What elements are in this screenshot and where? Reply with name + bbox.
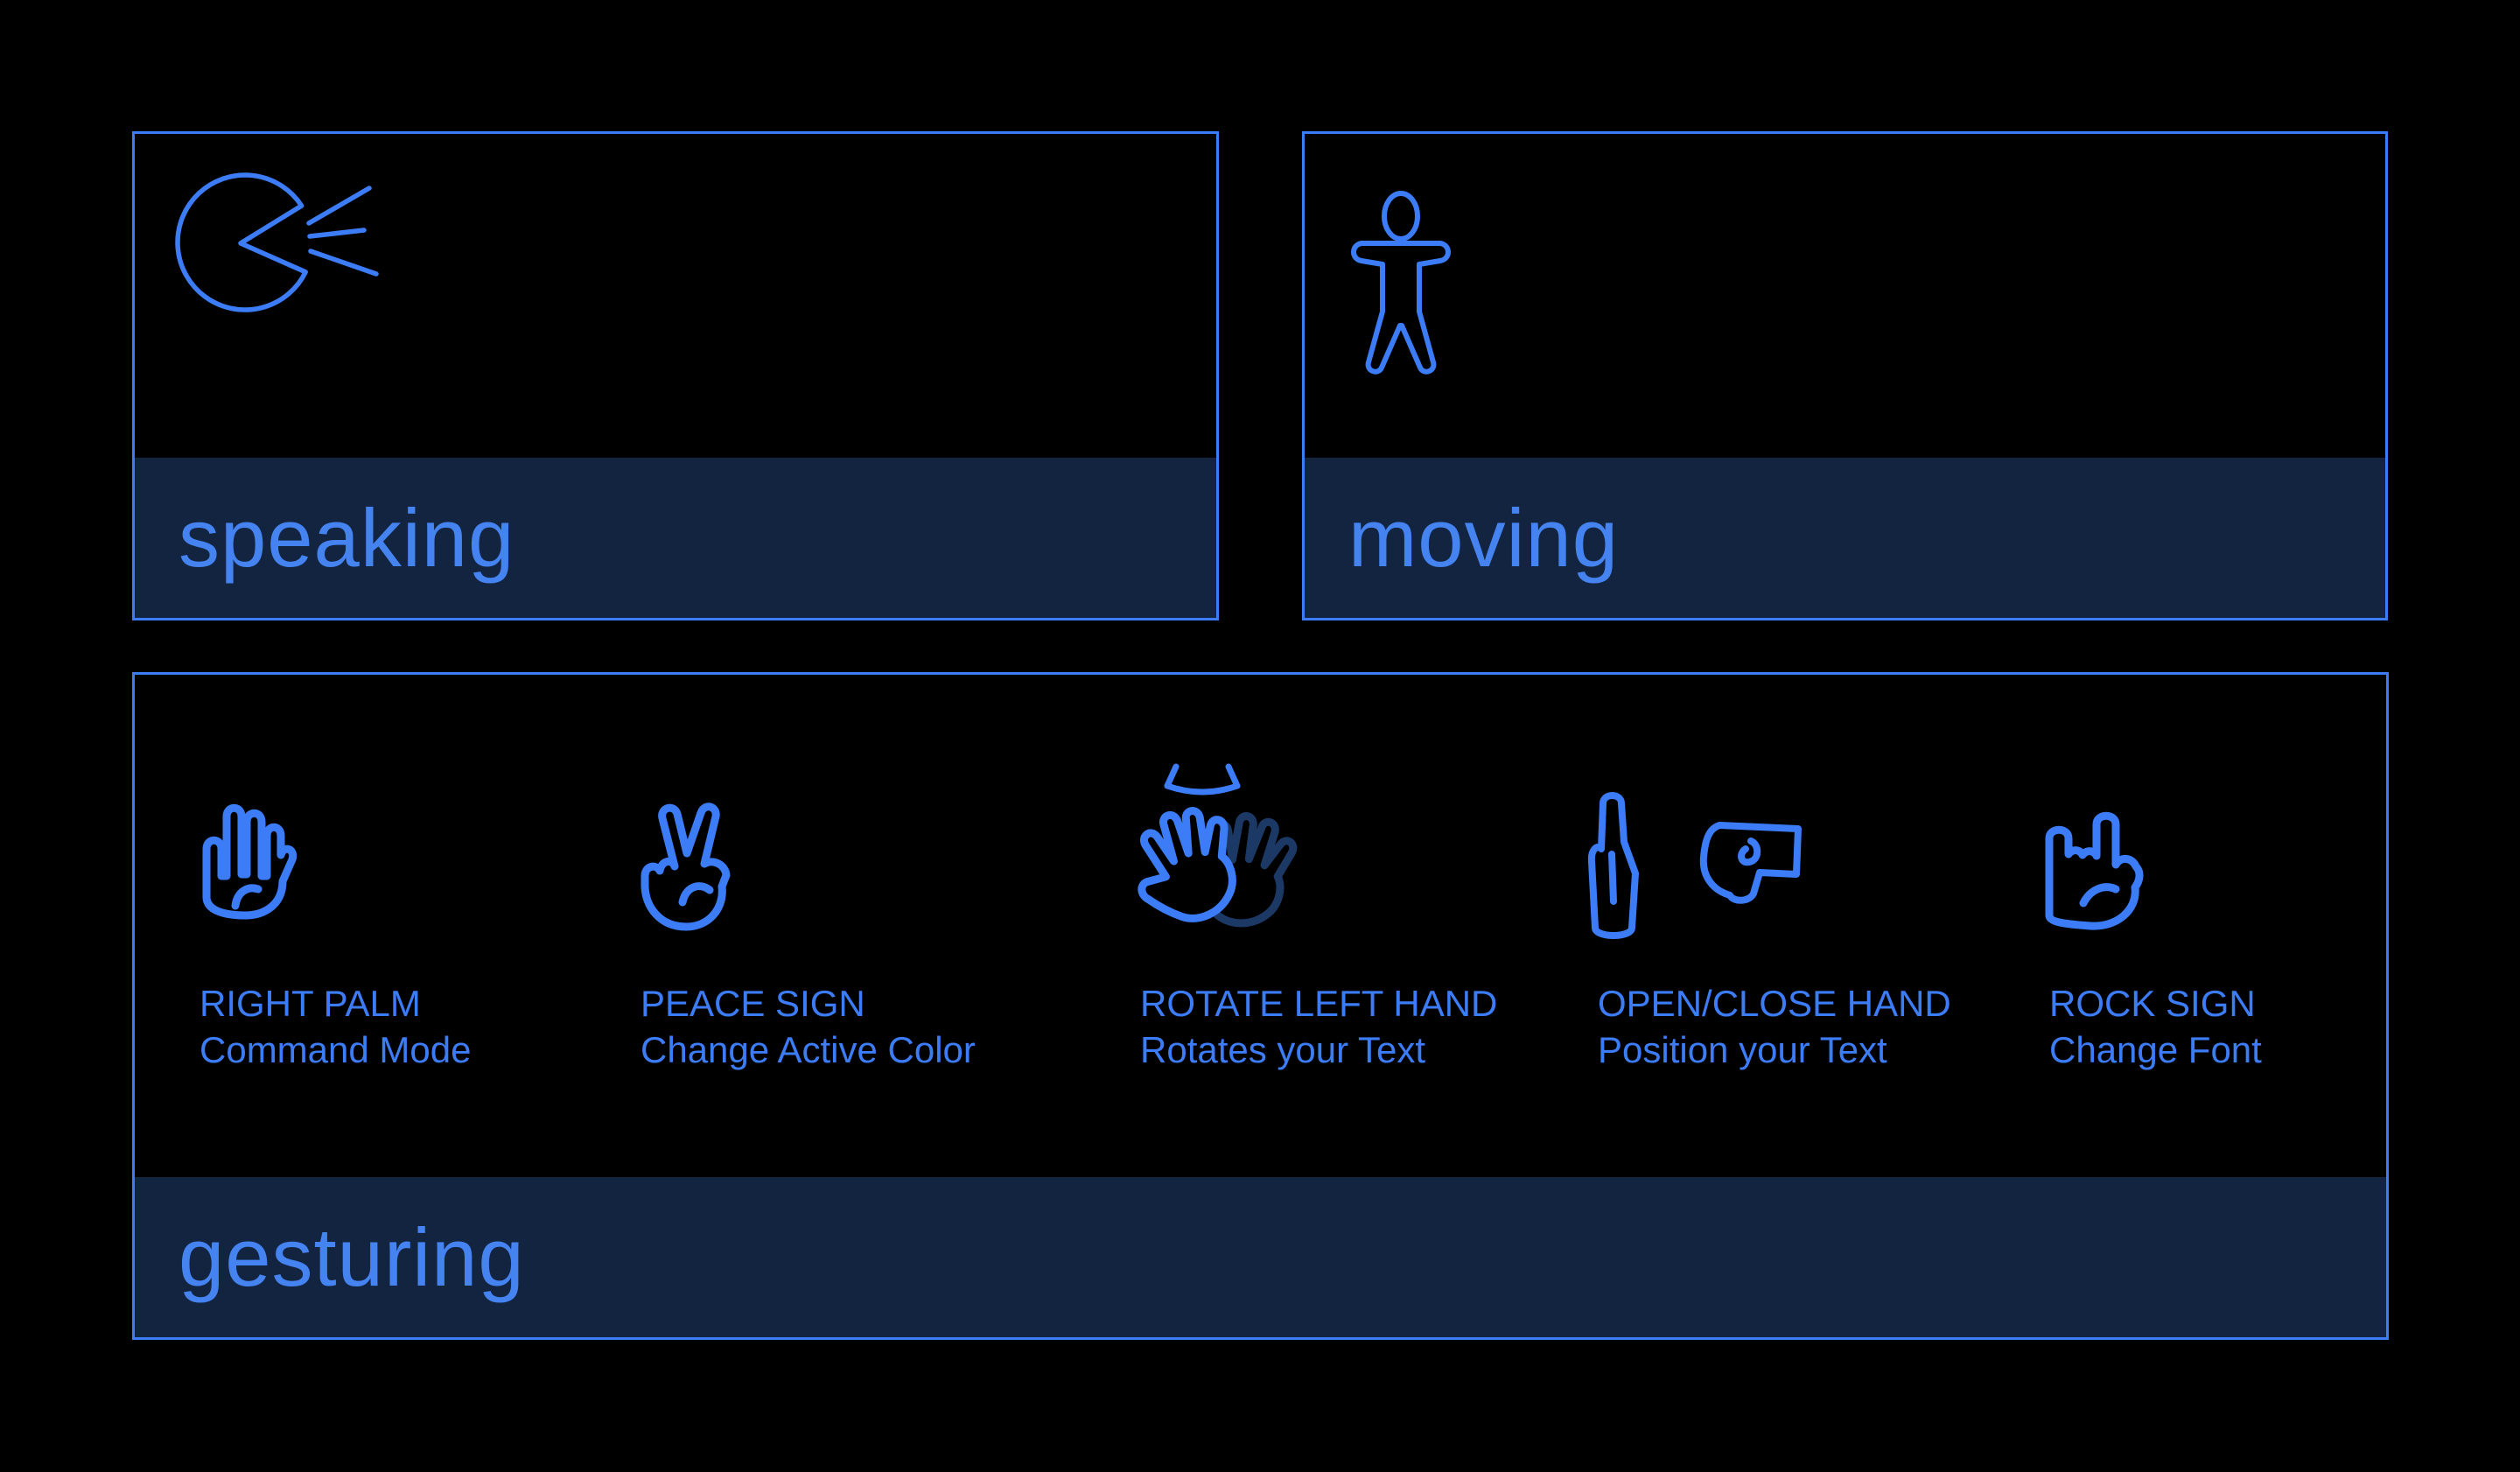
rotate-arrow-icon: [1162, 763, 1242, 793]
gesture-item-peace-sign: [640, 980, 976, 1073]
peace-sign-icon: [636, 797, 735, 939]
gesture-subtitle: Command Mode: [200, 1029, 472, 1070]
gesture-item-rotate-left-hand: [1140, 980, 1497, 1073]
moving-panel-label-bar: [1305, 458, 2385, 618]
person-arms-out-icon: [1344, 193, 1458, 385]
rock-sign-icon: [2045, 812, 2146, 939]
gesturing-panel-label-bar: [135, 1177, 2386, 1337]
gesture-subtitle: Change Font: [2049, 1029, 2262, 1070]
gesturing-panel-body: [135, 675, 2386, 1177]
gesture-subtitle: Change Active Color: [640, 1029, 976, 1070]
gesture-subtitle: Rotates your Text: [1140, 1029, 1426, 1070]
gesture-title: ROCK SIGN: [2049, 983, 2256, 1024]
closed-fist-icon: [1698, 820, 1807, 904]
rotate-left-hand-icon: [1132, 800, 1320, 953]
speaking-panel[interactable]: [132, 131, 1219, 620]
speaking-panel-body: [135, 134, 1216, 458]
gesture-title: ROTATE LEFT HAND: [1140, 983, 1498, 1024]
gesture-item-right-palm: [200, 980, 471, 1073]
gesturing-panel[interactable]: [132, 672, 2389, 1340]
moving-panel-body: [1305, 134, 2385, 458]
gesture-title: PEACE SIGN: [640, 983, 865, 1024]
moving-panel[interactable]: [1302, 131, 2388, 620]
gesture-item-open-close-hand: [1598, 980, 1951, 1073]
speaking-panel-label: speaking: [178, 491, 515, 584]
speaking-panel-label-bar: [135, 458, 1216, 618]
right-palm-icon: [195, 801, 291, 941]
open-hand-icon: [1588, 788, 1639, 943]
gesture-title: OPEN/CLOSE HAND: [1598, 983, 1951, 1024]
gesture-subtitle: Position your Text: [1598, 1029, 1887, 1070]
gesture-item-rock-sign: [2049, 980, 2262, 1073]
gesture-title: RIGHT PALM: [200, 983, 421, 1024]
gesturing-panel-label: gesturing: [178, 1210, 525, 1303]
moving-panel-label: moving: [1348, 491, 1620, 584]
speaking-head-icon: [177, 172, 378, 312]
